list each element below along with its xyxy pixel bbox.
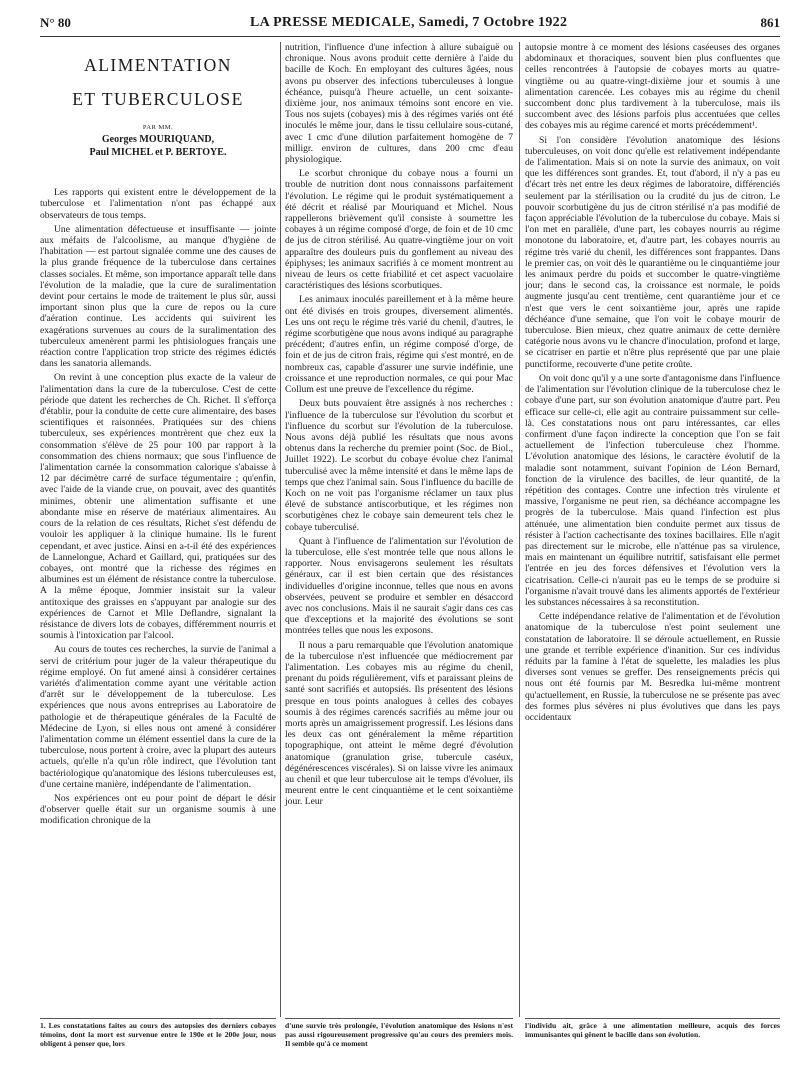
paragraph: Cette indépendance relative de l'alimentation et de l'évolution anatomique de la tuberculose n'est point seulement une constatation de laboratoire. Il se déroule actuellement, en Russie une grande et terrible expérience d'inanition. Sur ces individus réduits par la famine à l'état de squelette, les maladies les plus diverses sont venues se greffer. Des renseignements précis qui nous ont été fournis par M. Besredka lui-même montrent qu'actuellement, en Russie, la tuberculose ne se présente pas avec des formes plus sévères ni plus évolutives que dans les pays occidentaux [525,611,780,723]
paragraph: Au cours de toutes ces recherches, la survie de l'animal a servi de critérium pour juger de la valeur thérapeutique du régime employé. On fut amené ainsi à considérer certaines variétés d'alimentation comme ayant une véritable action d'arrêt sur le développement de la tuberculose. Les expériences que nous avons entreprises au Laboratoire de pathologie et de thérapeutique générales de la Faculté de Médecine de Lyon, si elles nous ont amené à considérer l'alimentation comme un élément essentiel dans la cure de la tuberculose, nous portent à croire, avec la plupart des auteurs actuels, qu'elle n'a qu'un rôle indirect, que l'évolution tant bactériologique qu'anatomique des lésions tuberculeuses est, d'une certaine manière, indépendante de l'alimentation. [40,644,276,790]
paragraph: Les animaux inoculés pareillement et à la même heure ont été divisés en trois groupes, diversement alimentés. Les uns ont reçu le régime très varié du chenil, d'autres, le régime scorbutigène que nous avons indiqué au paragraphe précédent; d'autres enfin, un régime composé d'orge, de foin et de jus de citron frais, régime qui s'est montré, en de nombreux cas, capable d'assurer une survie indéfinie, une croissance et une reproduction normales, ce qui pour Mac Collum est une preuve de l'excellence du régime. [285,294,513,396]
footnote: 1. Les constatations faites au cours des autopsies des derniers cobayes témoins, dont la mort est survenue entre le 190e et le 200e jour, nous obligent à penser que, lors [40,1021,276,1048]
header-rule [40,36,780,37]
article-title-line-2: ET TUBERCULOSE [72,89,244,109]
author-2: Paul MICHEL et P. BERTOYE. [89,147,227,159]
footnote-rule [285,1018,513,1019]
column-divider [519,42,520,1017]
author-1: Georges MOURIQUAND, [101,134,215,146]
page-header [40,15,780,37]
byline-prefix: PAR MM. [142,124,174,131]
footnote-rule [40,1018,276,1019]
paragraph: Quant à l'influence de l'alimentation sur l'évolution de la tuberculose, elle s'est montrée telle que nous allons le rapporter. Nous envisagerons seulement les résultats généraux, car il est bien certain que des résistances individuelles d'origine inconnue, telles que nous en avons observées, peuvent se produire et sembler en désaccord avec nos conclusions. Mais il ne saurait s'agir dans ces cas que d'exceptions et la majorité des évolutions se sont montrées telles que nous les exposons. [285,535,513,637]
column-divider [280,42,281,1017]
paragraph: On voit donc qu'il y a une sorte d'antagonisme dans l'influence de l'alimentation sur l'évolution clinique de la tuberculose chez le cobaye d'une part, sur son évolution anatomique d'autre part. Peu efficace sur celle-ci, elle agit au contraire puissamment sur celle-là. Ces constatations nous ont paru intéressantes, car elles confirment d'une façon indirecte la conception que l'on se fait actuellement de l'infection tuberculeuse chez l'homme. L'évolution anatomique des lésions, le caractère évolutif de la maladie sont notamment, suivant l'opinion de Léon Bernard, fonction de la virulence des bacilles, de leur quantité, de la répétition des contages. Contre une infection très virulente et massive, l'organisme ne peut rien, sa déchéance accompagne les progrès de la tuberculose. Mais quand l'infection est plus atténuée, une alimentation bien conduite permet aux tissus de résister à l'action cachectisante des toxines bacillaires. Elle n'agit pas directement sur le microbe, elle n'atténue pas sa virulence, mais en maintenant un équilibre nutritif, satisfaisant elle permet l'entrée en jeu des forces défensives et l'évolution vers la cicatrisation. Celle-ci n'aurait pas eu le temps de se produire si l'organisme n'avait trouvé dans les aliments apportés de l'extérieur les substances nécessaires à sa reconstitution. [525,372,780,608]
paragraph: Deux buts pouvaient être assignés à nos recherches : l'influence de la tuberculose sur l'évolution du scorbut et l'influence du scorbut sur l'évolution de la tuberculose. Nous avons déjà publié les résultats que nous avons obtenus dans la recherche du premier point (Soc. de Biol., Juillet 1922). Le scorbut du cobaye évolue chez l'animal tuberculisé avec la même intensité et dans le même laps de temps que chez l'animal sain. Sous l'influence du bacille de Koch on ne voit pas l'organisme réclamer un taux plus élevé de substance antiscorbutique, et les régimes non scorbutigènes chez le cobaye sain demeurent tels chez le cobaye tuberculisé. [285,398,513,533]
paragraph: Il nous a paru remarquable que l'évolution anatomique de la tuberculose n'est influencée que médiocrement par l'alimentation. Les cobayes mis au régime du chenil, prenant du poids régulièrement, vifs et paraissant pleins de santé sont sacrifiés et autopsiés. Ils présentent des lésions presque en tous points analogues à celles des cobayes soumis à des régimes carencés sacrifiés au même jour ou morts après un amaigrissement progressif. Les lésions dans les deux cas ont généralement la même répartition topographique, ont atteint le même degré d'évolution anatomique (granulation grise, tubercule caséux, dégénérescences viscérales). Si on laisse vivre les animaux au chenil et que leur tuberculose ait le temps d'évoluer, ils meurent entre le cent cinquantième et le cent soixantième jour. Leur [285,639,513,808]
journal-title: LA PRESSE MEDICALE, Samedi, 7 Octobre 1922 [250,15,568,30]
column-2 [285,42,513,811]
column-3 [525,42,780,726]
footnote-continued: l'individu ait, grâce à une alimentation meilleure, acquis des forces immunisantes qui gênent le bacille dans son évolution. [525,1021,780,1039]
footnote-continued: d'une survie très prolongée, l'évolution anatomique des lésions n'est pas aussi rigoureusement progressive qu'au cours des premiers mois. Il semble qu'à ce moment [285,1021,513,1048]
article-title-line-1: ALIMENTATION [84,55,232,75]
column-1 [40,42,276,830]
paragraph: Une alimentation défectueuse et insuffisante — jointe aux méfaits de l'alcoolisme, au manque d'hygiène de l'habitation — est partout signalée comme une des causes de la plus grande fréquence de la tuberculose dans certaines classes sociales. Et même, son importance apparaît telle dans l'évolution de la maladie, que la cure de suralimentation devint pour certains le mode de traitement le plus sûr, aussi important sinon plus que la cure de repos ou la cure d'aération continue. Les accidents qui suivirent les exagérations survenues au cours de la suralimentation des tuberculeux amenèrent parmi les phtisiologues français une réaction contre l'application trop stricte des régimes édictés dans les sanatoria allemands. [40,223,276,370]
issue-number: N° 80 [40,15,71,30]
paragraph: nutrition, l'influence d'une infection à allure subaiguë ou chronique. Nous avons produit cette dernière à l'aide du bacille de Koch. En employant des cultures âgées, nous avons pu observer des infections tuberculeuses à longue échéance, puisqu'à l'heure actuelle, un cent soixante-dixième jour, nos animaux témoins sont encore en vie. Tous nos sujets (cobayes) mis à des régimes variés ont été inoculés le même jour, dans le tissu cellulaire sous-cutané, avec 1 cmc d'une dilution parfaitement homogène de 7 milligr. environ de cultures, dans 200 cmc d'eau physiologique. [285,42,513,166]
paragraph: On revint à une conception plus exacte de la valeur de l'alimentation dans la cure de la tuberculose. C'est de cette période que datent les recherches de Ch. Richet. Il s'efforça d'établir, pour la conduite de cette cure alimentaire, des bases scientifiques et raisonnées. Pratiquées sur des chiens tuberculeux, ses expériences montrèrent que chez eux la consommation s'élève de 25 pour 100 par rapport à la consommation des chiens normaux; que sous l'influence de l'alimentation carnée la consommation calorique s'abaisse à 12 par décimètre carré de surface tégumentaire ; qu'enfin, avec l'aide de la viande crue, on pouvait, avec des quantités minimes, obtenir une alimentation suffisante et une abondante mise en réserve de matériaux alimentaires. Au cours de la relation de ces résultats, Richet s'est défendu de vouloir les appliquer à la clinique humaine. Ils le furent cependant, et avec justice. Ainsi en a-t-il été des expériences de Lannelongue, Achard et Gaillard, qui, pratiquées sur des cobayes, ont montré que la richesse des régimes en albumines est un élément de résistance contre la tuberculose. A la même époque, Jommier insistait sur la valeur antitoxique des graisses en s'appuyant par analogie sur des expériences de Carnot et Mlle Deflandre, signalant la résistance de divers lots de cobayes, différemment nourris et soumis à l'intoxication par l'alcool. [40,372,276,642]
paragraph: Si l'on considère l'évolution anatomique des lésions tuberculeuses, on voit donc qu'elle est relativement indépendante de l'alimentation. Mais si on note la survie des animaux, on voit que les différences sont grandes. Et, tout d'abord, il n'y a pas eu d'écart très net entre les deux régimes de laboratoire, différenciés seulement par la stérilisation ou la crudité du jus de citron. Le pouvoir scorbutigène du jus de citron stérilisé n'a pas modifié de façon appréciable l'évolution de la tuberculose du cobaye. Mais si l'on met en parallèle, d'une part, les cobayes nourris au régime monotone du laboratoire, et, d'autre part, les cobayes nourris au régime très varié du chenil, les différences sont frappantes. Dans le premier cas, on voit dès le quarantième ou le cinquantième jour les animaux perdre du poids et succomber le quatre-vingtième jour; dans le second cas, la croissance est normale, le poids augmente jusqu'au cent trentième, cent quarantième jour et ce n'est que vers le cent soixantième jour, après une rapide déchéance d'une semaine, que l'on voit le cobaye mourir de tuberculose. Bien mieux, chez quatre animaux de cette dernière catégorie nous avons vu le chancre d'inoculation, profond et large, se cicatriser en partie et n'être plus représenté que par une plaie punctiforme, recouverte d'une petite croûte. [525,134,780,370]
paragraph: Les rapports qui existent entre le développement de la tuberculose et l'alimentation n'ont pas échappé aux observateurs de tous temps. [40,187,276,221]
paragraph: Nos expériences ont eu pour point de départ le désir d'observer quelle était sur un organisme soumis à une modification chronique de la [40,792,276,827]
page-number: 861 [760,15,780,30]
paragraph: Le scorbut chronique du cobaye nous a fourni un trouble de nutrition dont nous connaissons parfaitement l'évolution. Le régime qui le produit systématiquement a été décrit et réalisé par Mouriquand et Michel. Nous rappellerons brièvement qu'il consiste à soumettre les cobayes à un régime composé d'orge, de foin et de 10 cmc de jus de citron stérilisé. Au quatre-vingtième jour on voit apparaître des douleurs puis du gonflement au niveau des épiphyses; les animaux sacrifiés à ce moment montrent au niveau de leurs os cette friabilité et cet aspect vacuolaire caractéristiques des lésions scorbutiques. [285,168,513,292]
paragraph: autopsie montre à ce moment des lésions caséeuses des organes abdominaux et thoraciques, souvent bien plus confluentes que celles rencontrées à l'autopsie de cobayes morts au quatre-vingtième ou au quatre-vingt-dixième jour et soumis à une alimentation carencée. Les cobayes mis au régime du chenil succombent donc plus tardivement à la tuberculose, mais ils succombent avec des lésions parfois plus accentuées que celles des cobayes mis au régime carencé et morts précédemment¹. [525,42,780,132]
footnote-rule [525,1018,780,1019]
